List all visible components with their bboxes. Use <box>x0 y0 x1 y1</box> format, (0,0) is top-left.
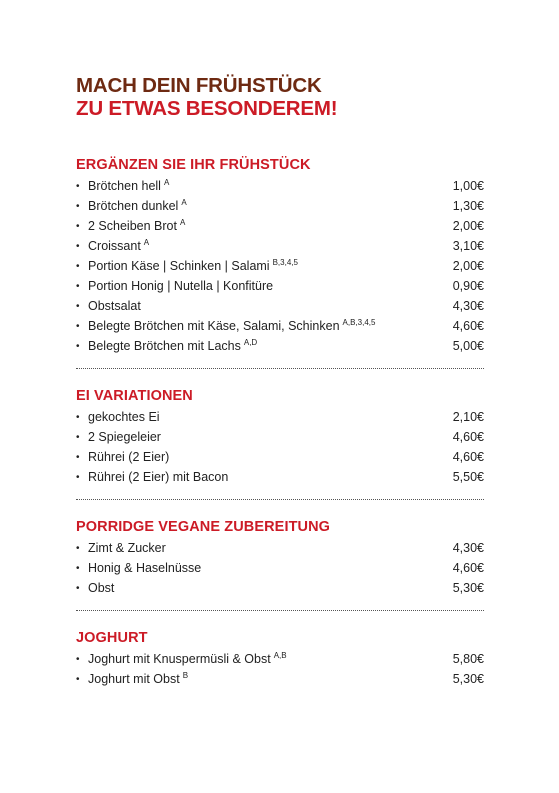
menu-item-price: 1,00€ <box>452 179 484 193</box>
menu-item-price: 5,00€ <box>452 339 484 353</box>
bullet-icon: • <box>76 674 80 685</box>
menu-item <box>76 539 484 559</box>
allergen-note: A <box>179 218 186 227</box>
bullet-icon: • <box>76 472 80 483</box>
menu-section <box>76 629 484 690</box>
bullet-icon: • <box>76 341 80 352</box>
menu-item <box>76 428 484 448</box>
menu-item-description <box>76 468 228 488</box>
menu-item-list <box>76 408 484 488</box>
menu-item <box>76 468 484 488</box>
allergen-note: B <box>182 671 189 680</box>
menu-item <box>76 297 484 317</box>
menu-item-list <box>76 177 484 357</box>
menu-item-description <box>76 579 114 599</box>
section-title: PORRIDGE VEGANE ZUBEREITUNG <box>76 519 331 535</box>
bullet-icon: • <box>76 432 80 443</box>
menu-item-name: Joghurt mit Knuspermüsli & Obst <box>88 652 271 666</box>
allergen-note: A,B,3,4,5 <box>342 318 376 327</box>
menu-item-price: 5,50€ <box>452 470 484 484</box>
menu-item-description <box>76 428 161 448</box>
menu-section <box>76 518 484 599</box>
bullet-icon: • <box>76 181 80 192</box>
menu-item-name: Zimt & Zucker <box>88 541 166 555</box>
section-title: EI VARIATIONEN <box>76 388 193 404</box>
menu-item-description <box>76 277 273 297</box>
menu-item-name: Obst <box>88 581 115 595</box>
menu-item <box>76 277 484 297</box>
menu-item-price: 4,60€ <box>452 430 484 444</box>
menu-item-list <box>76 650 484 690</box>
bullet-icon: • <box>76 261 80 272</box>
menu-item-name: Croissant <box>88 239 141 253</box>
allergen-note: A <box>143 238 150 247</box>
menu-item-price: 2,10€ <box>452 410 484 424</box>
bullet-icon: • <box>76 321 80 332</box>
menu-item-description <box>76 197 187 217</box>
menu-item <box>76 217 484 237</box>
menu-item-description <box>76 257 298 277</box>
menu-item-description <box>76 317 375 337</box>
menu-item-name: Portion Honig | Nutella | Konfitüre <box>88 279 274 293</box>
menu-item-name: Honig & Haselnüsse <box>88 561 202 575</box>
bullet-icon: • <box>76 221 80 232</box>
menu-item-name: Belegte Brötchen mit Lachs <box>88 339 241 353</box>
section-divider <box>76 368 484 369</box>
section-divider <box>76 499 484 500</box>
bullet-icon: • <box>76 654 80 665</box>
allergen-note: A <box>181 198 187 207</box>
menu-item-price: 5,30€ <box>452 672 484 686</box>
headline-line-1: MACH DEIN FRÜHSTÜCK <box>76 74 322 97</box>
menu-item-name: Portion Käse | Schinken | Salami <box>88 259 270 273</box>
menu-item-name: Belegte Brötchen mit Käse, Salami, Schinken <box>88 319 340 333</box>
menu-item-name: gekochtes Ei <box>88 410 160 424</box>
menu-item <box>76 337 484 357</box>
menu-section <box>76 387 484 488</box>
menu-item-name: Obstsalat <box>88 299 141 313</box>
menu-item <box>76 448 484 468</box>
menu-item-description <box>76 217 185 237</box>
menu-item <box>76 408 484 428</box>
menu-item-price: 1,30€ <box>452 199 484 213</box>
menu-item-description <box>76 650 287 670</box>
menu-item-price: 4,60€ <box>452 319 484 333</box>
menu-item <box>76 579 484 599</box>
menu-item-name: 2 Scheiben Brot <box>88 219 177 233</box>
menu-item <box>76 670 484 690</box>
page-title <box>76 74 484 120</box>
menu-item <box>76 197 484 217</box>
bullet-icon: • <box>76 583 80 594</box>
menu-item-price: 0,90€ <box>452 279 484 293</box>
menu-item-price: 4,60€ <box>452 561 484 575</box>
menu-item <box>76 177 484 197</box>
allergen-note: A <box>163 178 170 187</box>
menu-item-description <box>76 237 149 257</box>
menu-item <box>76 559 484 579</box>
section-divider <box>76 610 484 611</box>
menu-item-price: 4,60€ <box>452 450 484 464</box>
bullet-icon: • <box>76 281 80 292</box>
menu-item-description <box>76 539 166 559</box>
headline-line-2: ZU ETWAS BESONDEREM! <box>76 97 338 120</box>
menu-item-name: Rührei (2 Eier) mit Bacon <box>88 470 229 484</box>
menu-item-price: 5,80€ <box>452 652 484 666</box>
allergen-note: A,B <box>273 651 287 660</box>
menu-item-price: 4,30€ <box>452 541 484 555</box>
allergen-note: A,D <box>243 338 258 347</box>
menu-item-description <box>76 559 201 579</box>
menu-item-description <box>76 448 169 468</box>
menu-item-name: Joghurt mit Obst <box>88 672 180 686</box>
menu-item-name: Brötchen dunkel <box>88 199 179 213</box>
bullet-icon: • <box>76 543 80 554</box>
bullet-icon: • <box>76 241 80 252</box>
menu-item <box>76 317 484 337</box>
menu-item-name: 2 Spiegeleier <box>88 430 161 444</box>
menu-item <box>76 257 484 277</box>
bullet-icon: • <box>76 452 80 463</box>
menu-item-price: 3,10€ <box>452 239 484 253</box>
bullet-icon: • <box>76 301 80 312</box>
menu-item-description <box>76 670 188 690</box>
menu-item-list <box>76 539 484 599</box>
menu-item-price: 2,00€ <box>452 219 484 233</box>
menu-item-description <box>76 297 141 317</box>
menu-item-price: 2,00€ <box>452 259 484 273</box>
menu-item-price: 4,30€ <box>452 299 484 313</box>
menu-item-name: Brötchen hell <box>88 179 161 193</box>
menu-page <box>76 74 484 690</box>
bullet-icon: • <box>76 563 80 574</box>
menu-item-price: 5,30€ <box>452 581 484 595</box>
menu-item-description <box>76 408 160 428</box>
allergen-note: B,3,4,5 <box>272 258 298 267</box>
menu-item <box>76 650 484 670</box>
bullet-icon: • <box>76 412 80 423</box>
section-title: JOGHURT <box>76 630 148 646</box>
menu-item-name: Rührei (2 Eier) <box>88 450 170 464</box>
menu-section <box>76 156 484 357</box>
section-title: ERGÄNZEN SIE IHR FRÜHSTÜCK <box>76 157 311 173</box>
menu-sections <box>76 156 484 690</box>
menu-item-description <box>76 177 169 197</box>
bullet-icon: • <box>76 201 80 212</box>
menu-item-description <box>76 337 257 357</box>
